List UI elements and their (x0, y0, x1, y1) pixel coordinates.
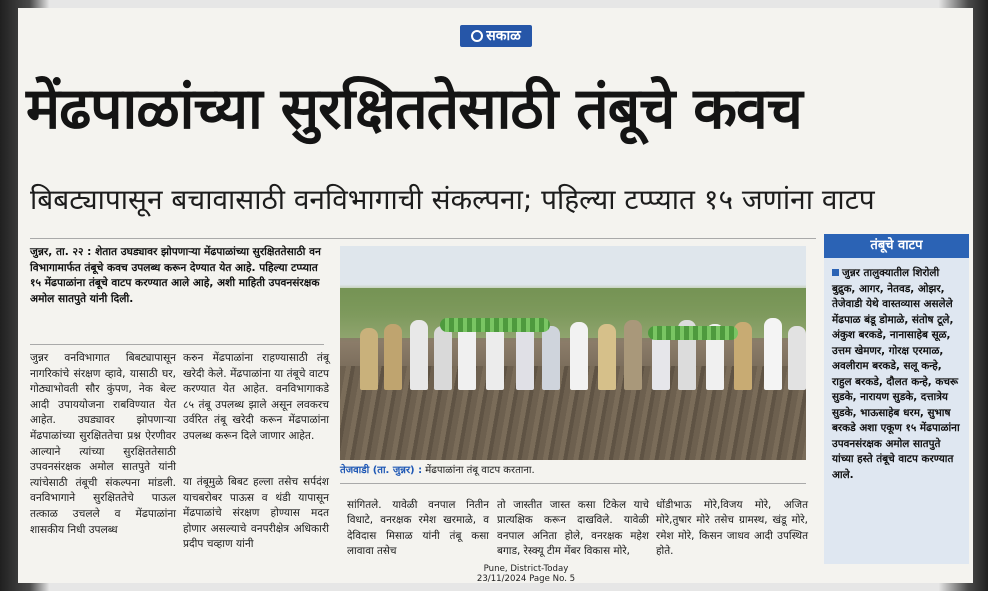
photo-person (542, 326, 560, 390)
photo-person (788, 326, 806, 390)
photo-person (434, 326, 452, 390)
bullet-square-icon (832, 269, 839, 276)
body-column-2a: करुन मेंढपाळांना राहण्यासाठी तंबू खरेदी केले. मेंढपाळांना या तंबूचे वाटप करण्यात येत आहेत. वनविभागाकडे ८५ तंबू उपलब्ध झाले असून लवकरच उर्वरित तंबू खरेदी करून मेंढपाळांना उपलब्ध करून दिले जाणार आहेत. (183, 352, 329, 442)
divider (340, 483, 806, 484)
headline: मेंढपाळांच्या सुरक्षिततेसाठी तंबूचे कवच (26, 76, 802, 142)
footer-edition: Pune, District-Today (483, 564, 569, 574)
caption-place: तेजवाडी (ता. जुन्नर) : (340, 465, 423, 476)
photo-person (410, 320, 428, 390)
body-column-2b: या तंबूमुळे बिबट हल्ला तसेच सर्पदंश याचबरोबर पाऊस व थंडी यापासून मेंढपाळांचे संरक्षण होण्यास मदत होणार असल्याचे वनपरीक्षेत्र अधिकारी प्रदीप चव्हाण यांनी (183, 476, 329, 551)
photo-tent-bundle (648, 326, 738, 340)
subheadline: बिबट्यापासून बचावासाठी वनविभागाची संकल्पना; पहिल्या टप्प्यात १५ जणांना वाटप (30, 183, 875, 216)
body-column-5: धोंडीभाऊ मोरे,विजय मोरे, अजित मोरे,तुषार मोरे तसेच ग्रामस्थ, खंडू मोरे, रमेश मोरे, किसन जाधव आदी उपस्थित होते. (656, 499, 808, 558)
divider (30, 238, 816, 239)
divider (30, 344, 324, 345)
sidebar-title: तंबूचे वाटप (824, 234, 969, 258)
photo-person (764, 318, 782, 390)
sidebar-body (824, 258, 969, 483)
photo-person (384, 324, 402, 390)
news-photo (340, 246, 806, 460)
caption-text: मेंढपाळांना तंबू वाटप करताना. (425, 465, 535, 476)
photo-person (624, 320, 642, 390)
photo-person (360, 328, 378, 390)
sidebar-box (824, 234, 969, 564)
footer-date-page: 23/11/2024 Page No. 5 (476, 574, 576, 584)
body-column-4: तो जास्तीत जास्त कसा टिकेल याचे प्रात्यक्षिक करून दाखविले. यावेळी वनपाल अनिता होले, वनरक्षक महेश बगाड, रेस्क्यू टीम मेंबर विकास मोरे, (497, 499, 649, 558)
newspaper-page (18, 8, 973, 583)
photo-person (570, 322, 588, 390)
logo-emblem-icon (471, 30, 483, 42)
photo-person (598, 324, 616, 390)
page-footer (436, 564, 616, 584)
body-column-3: सांगितले. यावेळी वनपाल नितीन विधाटे, वनरक्षक रमेश खरमाळे, व देविदास मिसाळ यांनी तंबू कसा लावावा तसेच (347, 499, 489, 558)
photo-tent-bundle (440, 318, 550, 332)
body-column-1: जुन्नर वनविभागात बिबट्यापासून नागरिकांचे संरक्षण व्हावे, यासाठी घर, गोठ्याभोवती सौर कुंपण, नेक बेल्ट आदी उपाययोजना राबविण्यात येत आहेत. उघड्यावर झोपणाऱ्या मेंढपाळांच्या सुरक्षिततेचा प्रश्न ऐरणीवर आल्याने त्यांच्या सुरक्षिततेसाठी उपवनसंरक्षक अमोल सातपुते यांनी त्यांचेसाठी तंबूची संकल्पना मांडली. वनविभागाने सुरक्षिततेचे पाऊल तत्काळ उचलले व मेंढपाळांना शासकीय निधी उपलब्ध (30, 352, 176, 536)
lead-paragraph: जुन्नर, ता. २२ : शेतात उघड्यावर झोपणाऱ्या मेंढपाळांच्या सुरक्षिततेसाठी वन विभागामार्फत तंबूचे कवच उपलब्ध करून देण्यात येत आहे. पहिल्या टप्प्यात १५ मेंढपाळांना तंबूचे वाटप करण्यात आले आहे, अशी माहिती उपवनसंरक्षक अमोल सातपुते यांनी दिली. (30, 246, 321, 305)
photo-person (458, 322, 476, 390)
sidebar-text: जुन्नर तालुक्यातील शिरोली बुद्रुक, आगर, नेतवड, ओझर, तेजेवाडी येथे वास्तव्यास असलेले मेंढपाळ बंडू डोमाळे, संतोष टूले, अंकुश बरकडे, नानासाहेब सूळ, उत्तम खेमणर, गोरक्ष एरमाळ, अवलीराम बरकडे, सलू कन्हे, राहुल बरकडे, दौलत कन्हे, कचरू सुडके, नारायण सुडके, दत्तात्रेय सुडके, भाऊसाहेब धरम, सुभाष बरकडे अशा एकूण १५ मेंढपाळांना उपवनसंरक्षक अमोल सातपुते यांच्या हस्ते तंबूचे वाटप करण्यात आले. (832, 267, 960, 481)
masthead-logo (460, 25, 532, 47)
masthead-name: सकाळ (486, 28, 521, 44)
photo-person (486, 324, 504, 390)
photo-caption (340, 464, 806, 478)
